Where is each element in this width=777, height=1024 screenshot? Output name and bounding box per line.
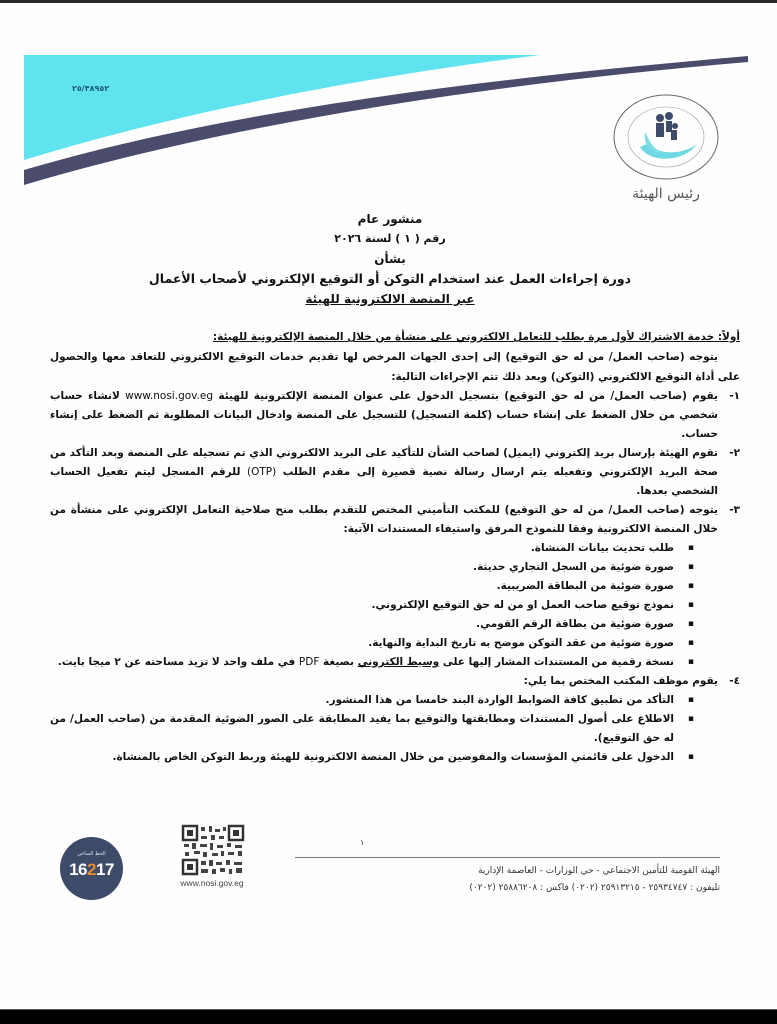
digital-copy-limit: في ملف واحد لا تزيد مساحته عن ٢ ميجا بايت. — [57, 656, 296, 668]
intro-paragraph: يتوجه (صاحب العمل/ من له حق التوقيع) إلى إحدى الجهات المرخص لها تقديم خدمات التوقيع الالكتروني للتعاقد معها والحصول على أداة التوقيع الالكتروني (التوكن) وبعد ذلك تتم الإجراءات التالية: — [50, 351, 740, 383]
step-text: يقوم (صاحب العمل/ من له حق التوقيع) بتسجيل الدخول على عنوان المنصة الإلكترونية للهيئة — [218, 390, 718, 402]
subject-subtitle: عبر المنصة الالكترونية للهيئة — [305, 292, 475, 306]
step-number: ٢- — [729, 447, 740, 459]
list-item: ▪ صورة ضوئية من السجل التجاري حديثة. — [50, 558, 694, 577]
list-item: ▪ التأكد من تطبيق كافة الضوابط الواردة البند خامسا من هذا المنشور. — [50, 691, 694, 710]
employee-tasks-list — [50, 691, 718, 767]
step-2 — [50, 444, 740, 501]
step-number: ١- — [729, 390, 740, 402]
digital-copy-format: PDF — [298, 656, 320, 668]
step-3 — [50, 501, 740, 672]
list-item: ▪ طلب تحديث بيانات المنشاة. — [50, 539, 694, 558]
list-item: ▪ الاطلاع على أصول المستندات ومطابقتها والتوقيع بما يفيد المطابقة على الصور الضوئية المقدمة من (صاحب العمل/ من له حق التوقيع). — [50, 710, 694, 748]
step-text-cont: لانشاء حساب شخصي من خلال الضغط على إنشاء حساب (كلمة التسجيل) للتسجيل على المنصة وادخال البيانات المطلوبة ثم الضغط على إنشاء حساب. — [50, 390, 718, 440]
list-item: ▪ الدخول على قائمتي المؤسسات والمفوضين من خلال المنصة الالكترونية للهيئة وربط التوكن الخاص بالمنشاة. — [50, 748, 694, 767]
document-body — [50, 327, 740, 767]
hotline-digits-a: 16 — [69, 860, 88, 879]
otp-label: (OTP) — [246, 466, 277, 478]
footer-divider — [295, 857, 720, 858]
step-number: ٤- — [729, 675, 740, 687]
digital-copy-text: نسخة رقمية من المستندات المشار إليها على — [442, 656, 674, 668]
hotline-caption: الخط الساخن — [77, 851, 106, 857]
reference-number: ٢٥/٣٨٩٥٢ — [72, 84, 110, 93]
hotline-digits-c: 17 — [95, 860, 114, 879]
section-label: أولاً: — [717, 331, 740, 343]
website-link[interactable]: www.nosi.gov.eg — [125, 390, 214, 402]
circular-type: منشور عام — [357, 212, 423, 226]
subject-title: دورة إجراءات العمل عند استخدام التوكن أو التوقيع الإلكتروني لأصحاب الأعمال — [148, 271, 632, 286]
list-item: ▪ صورة ضوئية من بطاقة الرقم القومي. — [50, 615, 694, 634]
hotline-badge — [60, 837, 123, 900]
footer-contacts: تليفون : ٢٥٩٣٤٧٤٧ - ٢٥٩١٣٢١٥ (٠٢٠٢) فاكس : ٢٥٨٨٦٢٠٨ (٠٢٠٢) — [469, 883, 720, 893]
step-4 — [50, 672, 740, 767]
step-text: يقوم موظف المكتب المختص بما يلي: — [523, 675, 718, 687]
footer-website[interactable]: www.nosi.gov.eg — [180, 878, 244, 888]
footer-address: الهيئة القومية للتأمين الاجتماعي - حي الوزارات - العاصمة الإدارية — [478, 866, 720, 876]
step-text-cont: للرقم المسجل ليتم تفعيل الحساب الشخصي بعدها. — [50, 466, 718, 497]
list-item: ▪ صورة ضوئية من البطاقة الضريبية. — [50, 577, 694, 596]
step-number: ٣- — [729, 504, 740, 516]
footer-address-block — [295, 863, 720, 897]
hotline-number — [60, 860, 123, 880]
step-text: تقوم الهيئة بإرسال بريد إلكتروني (ايميل) لصاحب الشأن للتأكيد على البريد الالكتروني الذي تم تسجيله على المنصة وبعد التأكد من صحة البريد الإلكتروني وتفعيله يتم ارسال رسالة نصية قصيرة إلى مقدم الطلب — [50, 447, 719, 478]
subject-label: بشأن — [374, 252, 406, 266]
section-heading — [50, 327, 740, 347]
step-1 — [50, 387, 740, 444]
document-titles — [140, 209, 640, 309]
section-heading-text: خدمة الاشتراك لأول مرة بطلب للتعامل الالكتروني على منشأة من خلال المنصة الإلكترونية للهيئة: — [212, 331, 715, 343]
qr-code-icon — [181, 824, 245, 876]
circular-number: رقم ( ١ ) لسنة ٢٠٢٦ — [334, 232, 446, 245]
nosi-logo — [605, 92, 727, 182]
bottom-bar — [0, 1009, 777, 1024]
list-item: ▪ نموذج توقيع صاحب العمل او من له حق التوقيع الإلكتروني. — [50, 596, 694, 615]
list-item: ▪ صورة ضوئية من عقد التوكن موضح به تاريخ البداية والنهاية. — [50, 634, 694, 653]
required-documents-list — [50, 539, 718, 672]
hotline-digit-highlight: 2 — [87, 860, 96, 879]
list-item-digital-copy — [50, 653, 694, 672]
digital-copy-medium: وسيط الكتروني — [357, 656, 440, 668]
cyan-band — [24, 55, 540, 160]
page-number: ١ — [360, 838, 365, 847]
digital-copy-format-label: بصيغة — [323, 656, 354, 668]
step-text: يتوجه (صاحب العمل/ من له حق التوقيع) للمكتب التأميني المختص للتقدم بطلب منح صلاحية التعامل الإلكتروني على منشأة من خلال المنصة الالكترونية وفقا للنموذج المرفق واستيفاء المستندات الآتية: — [50, 504, 718, 535]
logo-caption: رئيس الهيئة — [632, 186, 700, 202]
letterhead-footer — [0, 820, 777, 900]
